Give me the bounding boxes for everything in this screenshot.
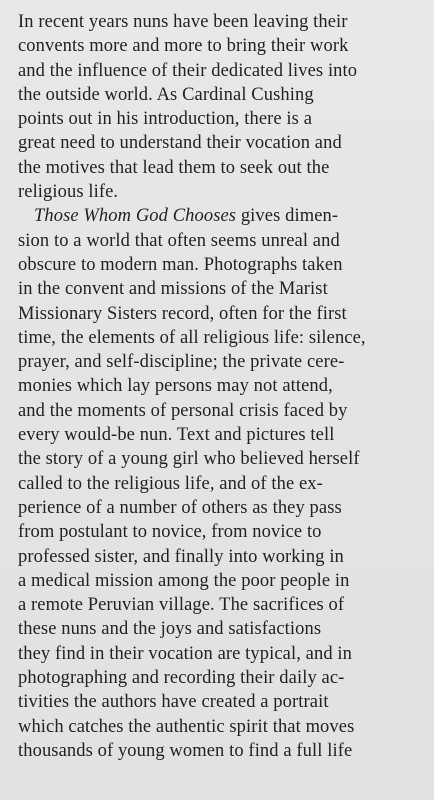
text-line: the motives that lead them to seek out the — [18, 157, 330, 178]
book-title: Those Whom God Chooses — [34, 206, 237, 227]
text-line: professed sister, and finally into working in — [18, 546, 344, 567]
text-line: thousands of young women to find a full life — [18, 740, 353, 761]
text-line: which catches the authentic spirit that moves — [18, 716, 355, 737]
text-line: in the convent and missions of the Marist — [18, 279, 328, 300]
text-line: Missionary Sisters record, often for the first — [18, 303, 347, 324]
text-line: great need to understand their vocation and — [18, 133, 342, 154]
text-line: and the influence of their dedicated lives into — [18, 60, 358, 81]
text-line: a medical mission among the poor people in — [18, 570, 350, 591]
text-line: from postulant to novice, from novice to — [18, 522, 322, 543]
text-line: they find in their vocation are typical, and in — [18, 643, 352, 664]
text-line: a remote Peruvian village. The sacrifices of — [18, 595, 345, 616]
text-line: the outside world. As Cardinal Cushing — [18, 84, 314, 105]
text-line: these nuns and the joys and satisfactions — [18, 619, 322, 640]
paragraph-two-first-line — [18, 204, 434, 228]
text-line: religious life. — [18, 182, 119, 203]
text-line: In recent years nuns have been leaving their — [18, 12, 348, 32]
body-text — [18, 10, 434, 763]
text-line: time, the elements of all religious life: silence, — [18, 327, 366, 348]
text-line: prayer, and self-discipline; the private cere- — [18, 352, 345, 373]
text-line: called to the religious life, and of the ex- — [18, 473, 323, 494]
text-line: every would-be nun. Text and pictures tell — [18, 425, 335, 446]
text-line: perience of a number of others as they pass — [18, 497, 342, 518]
text-line: sion to a world that often seems unreal and — [18, 230, 340, 251]
text-line: photographing and recording their daily ac- — [18, 668, 345, 689]
text-line: the story of a young girl who believed herself — [18, 449, 360, 470]
text-line: convents more and more to bring their work — [18, 36, 349, 57]
text-line: and the moments of personal crisis faced by — [18, 400, 348, 421]
text-line: obscure to modern man. Photographs taken — [18, 254, 343, 275]
text-line: monies which lay persons may not attend, — [18, 376, 333, 397]
text-line: tivities the authors have created a portrait — [18, 692, 329, 713]
text-line: points out in his introduction, there is a — [18, 109, 313, 130]
text-fragment: gives dimen- — [236, 206, 339, 227]
